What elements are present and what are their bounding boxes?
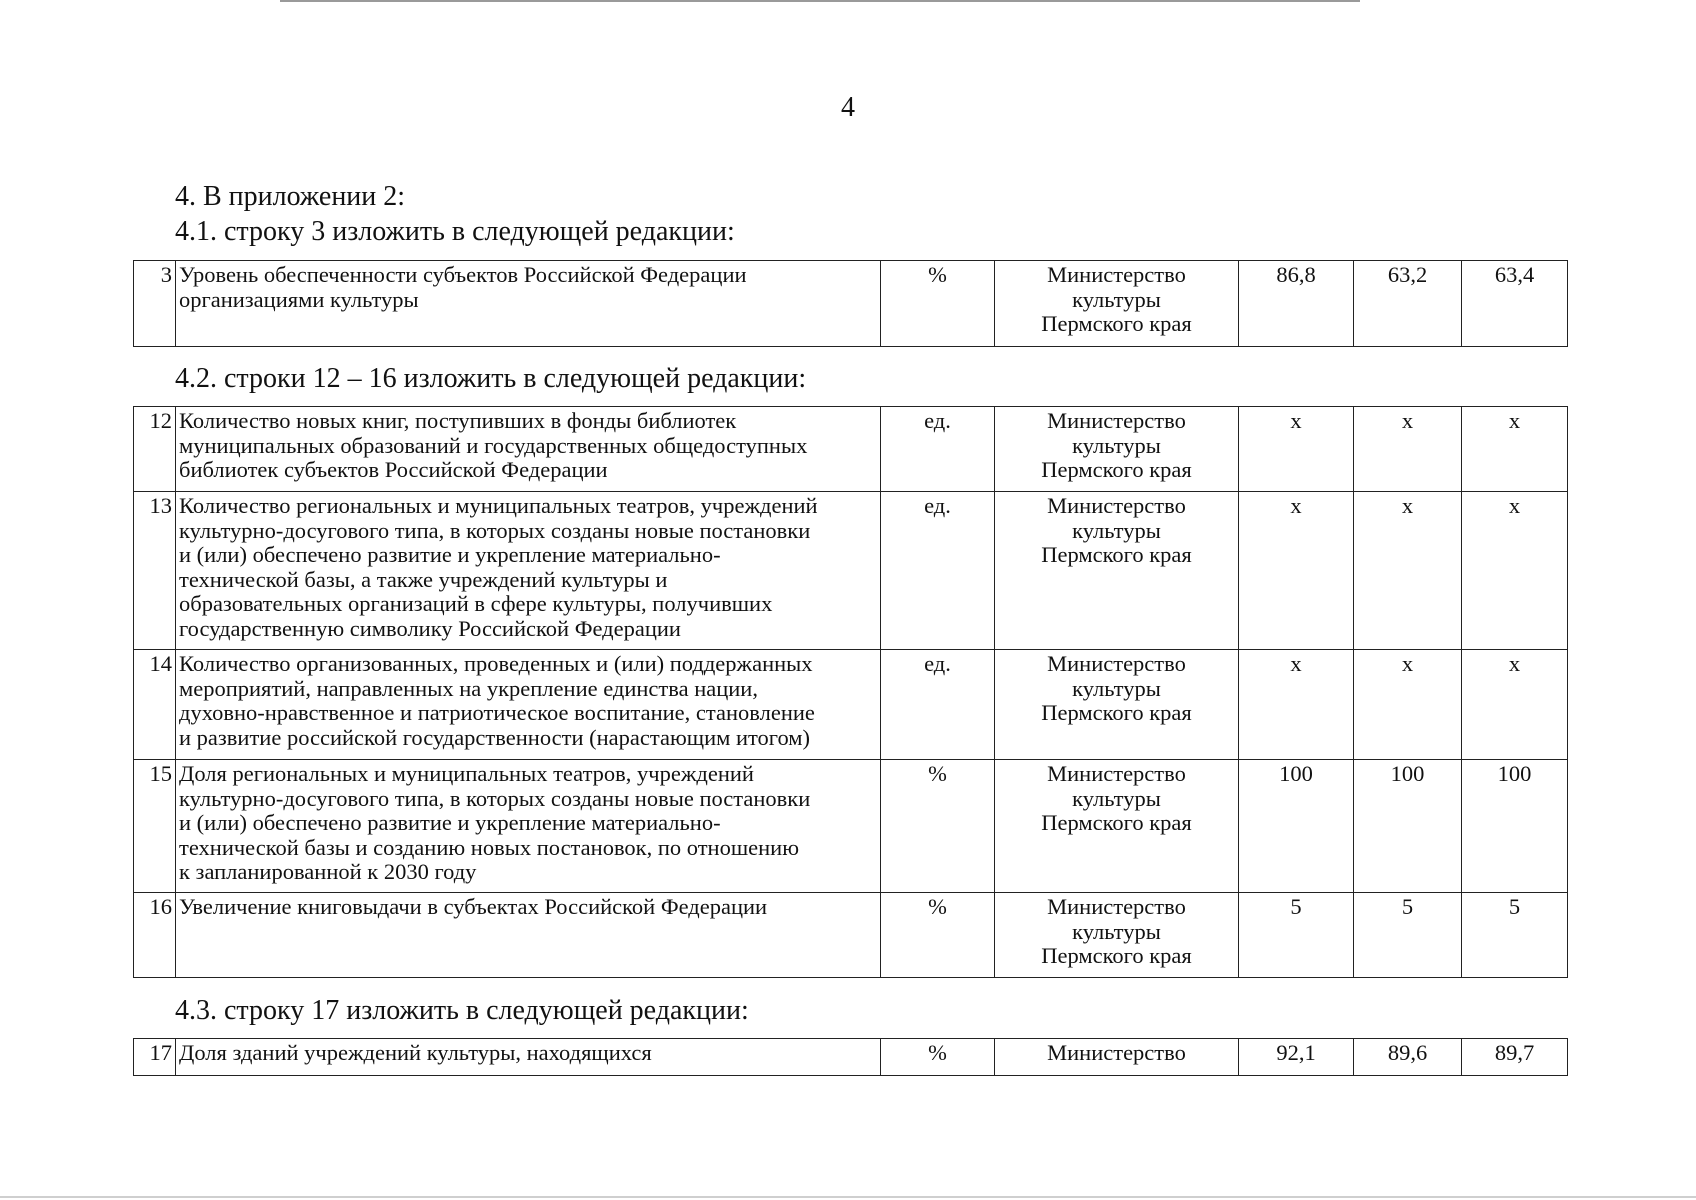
organization-line: Пермского края xyxy=(1041,943,1192,968)
organization-line: Пермского края xyxy=(1041,457,1192,482)
organization-line: Министерство xyxy=(1047,408,1186,433)
value-year-2: 100 xyxy=(1354,760,1462,893)
organization-line: культуры xyxy=(1072,675,1161,701)
indicator-name-line: технической базы и созданию новых постановок, по отношению xyxy=(179,834,800,860)
indicator-name-line: Количество организованных, проведенных и (или) поддержанных xyxy=(179,651,813,676)
value-year-1: 92,1 xyxy=(1239,1039,1354,1076)
organization-line: культуры xyxy=(1072,432,1161,458)
value-year-1: 100 xyxy=(1239,760,1354,893)
table-row-3 xyxy=(133,260,1568,347)
table-row xyxy=(134,492,1568,650)
responsible-organization xyxy=(995,1039,1239,1076)
value-year-3: 63,4 xyxy=(1462,261,1568,347)
organization-line: Министерство xyxy=(1047,1040,1186,1065)
responsible-organization xyxy=(995,492,1239,650)
indicator-name-line: муниципальных образований и государственных общедоступных xyxy=(179,432,808,458)
value-year-2: 5 xyxy=(1354,893,1462,978)
organization-line: Министерство xyxy=(1047,651,1186,676)
indicator-name-line: и (или) обеспечено развитие и укрепление материально- xyxy=(179,542,721,567)
indicator-name-line: духовно-нравственное и патриотическое воспитание, становление xyxy=(179,700,815,725)
organization-line: Пермского края xyxy=(1041,542,1192,567)
indicator-name xyxy=(176,492,881,650)
indicator-name-line: Доля региональных и муниципальных театров, учреждений xyxy=(179,761,754,786)
indicator-name-line: культурно-досугового типа, в которых созданы новые постановки xyxy=(179,517,811,543)
value-year-1: x xyxy=(1239,650,1354,760)
indicator-name xyxy=(176,760,881,893)
organization-line: Министерство xyxy=(1047,262,1186,287)
value-year-3: 5 xyxy=(1462,893,1568,978)
indicator-name-line: Уровень обеспеченности субъектов Российской Федерации xyxy=(179,262,747,287)
organization-line: культуры xyxy=(1072,517,1161,543)
indicator-name-line: культурно-досугового типа, в которых созданы новые постановки xyxy=(179,785,811,811)
organization-line: культуры xyxy=(1072,785,1161,811)
responsible-organization xyxy=(995,261,1239,347)
responsible-organization xyxy=(995,893,1239,978)
value-year-3: 89,7 xyxy=(1462,1039,1568,1076)
indicator-name-line: технической базы, а также учреждений культуры и xyxy=(179,566,668,592)
value-year-1: 86,8 xyxy=(1239,261,1354,347)
table-row xyxy=(134,893,1568,978)
organization-line: Министерство xyxy=(1047,894,1186,919)
indicator-name xyxy=(176,261,881,347)
paragraph-4-2: 4.2. строки 12 – 16 изложить в следующей редакции: xyxy=(175,363,807,394)
value-year-3: x xyxy=(1462,407,1568,492)
organization-line: культуры xyxy=(1072,918,1161,944)
scan-edge-top xyxy=(280,0,1360,2)
value-year-2: x xyxy=(1354,492,1462,650)
value-year-2: 63,2 xyxy=(1354,261,1462,347)
value-year-2: x xyxy=(1354,407,1462,492)
row-number: 14 xyxy=(134,650,176,760)
indicator-name-line: образовательных организаций в сфере культуры, получивших xyxy=(179,591,773,616)
unit-of-measure: % xyxy=(881,1039,995,1076)
organization-line: Пермского края xyxy=(1041,810,1192,835)
indicator-name-line: мероприятий, направленных на укрепление единства нации, xyxy=(179,675,758,701)
value-year-2: 89,6 xyxy=(1354,1039,1462,1076)
responsible-organization xyxy=(995,650,1239,760)
indicator-name-line: Количество региональных и муниципальных театров, учреждений xyxy=(179,493,818,518)
value-year-1: x xyxy=(1239,492,1354,650)
value-year-3: x xyxy=(1462,492,1568,650)
responsible-organization xyxy=(995,760,1239,893)
row-number: 16 xyxy=(134,893,176,978)
table-row xyxy=(134,261,1568,347)
table-row xyxy=(134,650,1568,760)
indicator-name xyxy=(176,1039,881,1076)
unit-of-measure: ед. xyxy=(881,650,995,760)
value-year-1: 5 xyxy=(1239,893,1354,978)
organization-line: культуры xyxy=(1072,286,1161,312)
unit-of-measure: % xyxy=(881,760,995,893)
indicator-name-line: к запланированной к 2030 году xyxy=(179,859,477,884)
organization-line: Министерство xyxy=(1047,493,1186,518)
indicator-name-line: и развитие российской государственности (нарастающим итогом) xyxy=(179,724,811,750)
indicator-name-line: библиотек субъектов Российской Федерации xyxy=(179,457,608,482)
indicator-name xyxy=(176,650,881,760)
paragraph-4: 4. В приложении 2: xyxy=(175,181,406,212)
indicator-name-line: Количество новых книг, поступивших в фонды библиотек xyxy=(179,408,737,433)
scan-edge-bottom xyxy=(0,1196,1696,1198)
row-number: 15 xyxy=(134,760,176,893)
indicator-name xyxy=(176,893,881,978)
table-row-17 xyxy=(133,1038,1568,1076)
indicator-name-line: государственную символику Российской Федерации xyxy=(179,615,681,641)
unit-of-measure: % xyxy=(881,261,995,347)
organization-line: Пермского края xyxy=(1041,700,1192,725)
value-year-3: x xyxy=(1462,650,1568,760)
row-number: 3 xyxy=(134,261,176,347)
responsible-organization xyxy=(995,407,1239,492)
paragraph-4-3: 4.3. строку 17 изложить в следующей редакции: xyxy=(175,995,749,1026)
paragraph-4-1: 4.1. строку 3 изложить в следующей редакции: xyxy=(175,216,735,247)
indicator-name-line: Увеличение книговыдачи в субъектах Российской Федерации xyxy=(179,894,768,919)
indicator-name-line: и (или) обеспечено развитие и укрепление материально- xyxy=(179,810,721,835)
row-number: 13 xyxy=(134,492,176,650)
unit-of-measure: % xyxy=(881,893,995,978)
organization-line: Пермского края xyxy=(1041,311,1192,336)
value-year-3: 100 xyxy=(1462,760,1568,893)
unit-of-measure: ед. xyxy=(881,407,995,492)
value-year-1: x xyxy=(1239,407,1354,492)
indicator-name-line: Доля зданий учреждений культуры, находящихся xyxy=(179,1040,652,1065)
row-number: 12 xyxy=(134,407,176,492)
table-rows-12-16 xyxy=(133,406,1568,978)
row-number: 17 xyxy=(134,1039,176,1076)
table-row xyxy=(134,760,1568,893)
unit-of-measure: ед. xyxy=(881,492,995,650)
page-number: 4 xyxy=(841,92,855,123)
value-year-2: x xyxy=(1354,650,1462,760)
indicator-name-line: организациями культуры xyxy=(179,286,419,312)
table-row xyxy=(134,1039,1568,1076)
indicator-name xyxy=(176,407,881,492)
table-row xyxy=(134,407,1568,492)
organization-line: Министерство xyxy=(1047,761,1186,786)
